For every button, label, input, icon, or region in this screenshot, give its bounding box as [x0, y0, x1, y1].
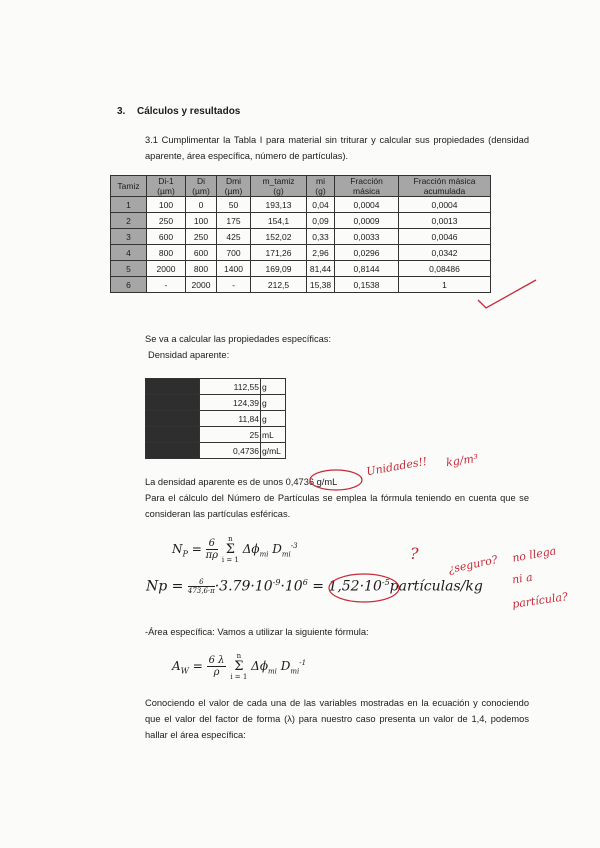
- subsection-number: 3.1: [145, 135, 158, 145]
- aw-formula: $A_W$ = $\frac{6 \lambda}{\rho}$ n Σ i = 1 $\Delta\phi_{mi}$ $D_{mi}^{-1}$: [172, 652, 307, 681]
- checkmark-annotation: [476, 276, 540, 312]
- sieve-cell: 0,09: [307, 213, 335, 229]
- np-result-mid: ·10: [280, 578, 303, 595]
- sieve-col-header: [399, 176, 491, 197]
- density-unit-cell: g/mL: [261, 443, 286, 459]
- properties-intro: Se va a calcular las propiedades específicas:: [145, 334, 332, 344]
- density-row: [146, 395, 286, 411]
- density-row: [146, 443, 286, 459]
- np-result-value: 1,52·10: [328, 578, 382, 595]
- sieve-cell: 2000: [186, 277, 217, 293]
- density-value-cell: 11,84: [200, 411, 261, 427]
- sieve-cell: 800: [147, 245, 186, 261]
- np-result-rest: ·3.79·10: [214, 578, 273, 595]
- aw-d-sup: -1: [299, 659, 307, 667]
- sieve-col-header: [147, 176, 186, 197]
- sieve-col-header: [111, 176, 147, 197]
- density-value-cell: 25: [200, 427, 261, 443]
- density-label-cell: [146, 379, 200, 395]
- sieve-row: [111, 197, 491, 213]
- sieve-cell: 700: [217, 245, 251, 261]
- sieve-cell: 154,1: [251, 213, 307, 229]
- section-title: Cálculos y resultados: [137, 106, 241, 117]
- sieve-cell: 100: [186, 213, 217, 229]
- density-unit-cell: mL: [261, 427, 286, 443]
- sieve-cell: 0,33: [307, 229, 335, 245]
- density-label-cell: [146, 427, 200, 443]
- annotation-particula: partícula?: [511, 590, 569, 611]
- aw-term: Δϕ: [251, 659, 269, 673]
- sieve-row: [111, 245, 491, 261]
- annotation-seguro: ¿seguro?: [447, 552, 499, 577]
- density-row: [146, 411, 286, 427]
- sieve-col-header-line1: mi: [316, 176, 325, 186]
- sieve-col-header-line1: Dmi: [225, 176, 242, 186]
- sieve-cell: 2: [111, 213, 147, 229]
- annotation-kgm3: kg/m³: [445, 451, 480, 470]
- annotation-question: ?: [410, 544, 419, 563]
- sieve-cell: 0,8144: [335, 261, 399, 277]
- aw-sum: [230, 652, 247, 681]
- density-table: [145, 378, 286, 459]
- density-unit-cell: g: [261, 395, 286, 411]
- sieve-cell: 2000: [147, 261, 186, 277]
- sieve-col-header-line2: (µm): [157, 186, 175, 196]
- density-row: [146, 427, 286, 443]
- aw-d: D: [280, 659, 291, 673]
- np-fraction: [206, 538, 218, 561]
- sieve-col-header: [335, 176, 399, 197]
- sieve-cell: 15,38: [307, 277, 335, 293]
- section-heading: [117, 106, 240, 117]
- density-value-cell: 124,39: [200, 395, 261, 411]
- density-unit-cell: g: [261, 379, 286, 395]
- sieve-cell: 425: [217, 229, 251, 245]
- sieve-cell: 212,5: [251, 277, 307, 293]
- sieve-cell: 0,04: [307, 197, 335, 213]
- np-d-sup: -3: [290, 542, 298, 550]
- aw-numerator: 6 λ: [208, 655, 225, 666]
- sieve-cell: 600: [186, 245, 217, 261]
- subsection-paragraph: [145, 132, 529, 164]
- sieve-cell: 0,0004: [399, 197, 491, 213]
- sieve-col-header-line2: (µm): [192, 186, 210, 196]
- np-term: Δϕ: [242, 542, 260, 556]
- np-sum-bottom: i = 1: [221, 556, 239, 564]
- np-result-circle-mark: [326, 570, 406, 606]
- sieve-cell: -: [217, 277, 251, 293]
- aw-sum-bottom: i = 1: [230, 673, 248, 681]
- sieve-cell: 600: [147, 229, 186, 245]
- sieve-cell: 50: [217, 197, 251, 213]
- sieve-cell: 1400: [217, 261, 251, 277]
- aw-denominator: ρ: [213, 667, 220, 678]
- sieve-col-header: [217, 176, 251, 197]
- np-formula: $N_P$ = $\frac{6}{\pi\rho}$ n Σ i = 1 $\Delta\phi_{mi}$ $D_{mi}^{-3}$: [172, 535, 298, 564]
- density-sentence: [145, 474, 405, 490]
- sieve-col-header-line2: másica: [353, 186, 380, 196]
- sieve-cell: 0,0033: [335, 229, 399, 245]
- sieve-cell: 175: [217, 213, 251, 229]
- sieve-cell: 6: [111, 277, 147, 293]
- sieve-cell: 3: [111, 229, 147, 245]
- sieve-cell: 2,96: [307, 245, 335, 261]
- np-result-units: partículas/kg: [389, 578, 483, 595]
- np-result-value-exp: -5: [381, 578, 390, 587]
- sieve-cell: 1: [111, 197, 147, 213]
- sieve-cell: 0,0296: [335, 245, 399, 261]
- sieve-cell: 800: [186, 261, 217, 277]
- np-lhs: N: [172, 542, 183, 556]
- sieve-cell: 250: [186, 229, 217, 245]
- sieve-col-header-line2: (g): [273, 186, 284, 196]
- sieve-cell: 0,0046: [399, 229, 491, 245]
- sieve-cell: 0,08486: [399, 261, 491, 277]
- annotation-ni-a: ni a: [511, 570, 534, 587]
- sieve-col-header-line2: Tamiz: [117, 181, 140, 191]
- sieve-cell: 0,0342: [399, 245, 491, 261]
- sieve-cell: 4: [111, 245, 147, 261]
- np-result-frac-num: 6: [188, 578, 215, 587]
- density-value: 0,4736 g/mL: [285, 477, 338, 487]
- sieve-col-header-line2: (µm): [224, 186, 243, 196]
- particles-paragraph: Para el cálculo del Número de Partículas se emplea la fórmula teniendo en cuenta que se consideran las partículas esféricas.: [145, 493, 529, 519]
- sieve-col-header-line1: Fracción másica: [413, 176, 476, 186]
- aw-fraction: [207, 655, 227, 678]
- sieve-col-header: [251, 176, 307, 197]
- np-sum-sign: Σ: [225, 542, 235, 557]
- sieve-row: [111, 277, 491, 293]
- sieve-cell: 169,09: [251, 261, 307, 277]
- density-circle-mark: [308, 468, 364, 492]
- aw-d-sub: mi: [290, 667, 300, 676]
- density-row: [146, 379, 286, 395]
- sieve-cell: 1: [399, 277, 491, 293]
- sieve-cell: 0,0004: [335, 197, 399, 213]
- section-number: 3.: [117, 106, 126, 117]
- area-intro: -Área específica: Vamos a utilizar la siguiente fórmula:: [145, 627, 369, 637]
- np-result-lhs: Np: [146, 578, 168, 595]
- density-value-cell: 0,4736: [200, 443, 261, 459]
- sieve-col-header-line1: m_tamiz: [262, 176, 295, 186]
- density-label-cell: [146, 395, 200, 411]
- aw-lhs: A: [172, 659, 181, 673]
- sieve-cell: 193,13: [251, 197, 307, 213]
- sieve-cell: -: [147, 277, 186, 293]
- sieve-row: [111, 261, 491, 277]
- sieve-cell: 152,02: [251, 229, 307, 245]
- aw-term-sub: mi: [268, 667, 277, 676]
- subsection-text: Cumplimentar la Tabla I para material sin triturar y calcular sus propiedades (densidad aparente, área específica, número de partículas).: [145, 135, 530, 161]
- np-result-exp1: -9: [272, 578, 281, 587]
- np-result: Np = $\frac{6}{473,6\cdot\pi}$ $\cdot 3.79\cdot 10^{-9}\cdot 10^6$ = $1,52\cdot 10^{-5}partículas/kg$: [146, 578, 483, 596]
- sieve-table-header: [111, 176, 491, 197]
- aw-lhs-sub: W: [180, 666, 189, 676]
- sieve-col-header-line2: (g): [315, 186, 326, 196]
- np-numerator: 6: [206, 538, 218, 550]
- sieve-cell: 0: [186, 197, 217, 213]
- sieve-cell: 0,0009: [335, 213, 399, 229]
- np-result-exp2: 6: [302, 578, 308, 587]
- aw-sum-top: n: [236, 652, 242, 660]
- np-sum-top: n: [228, 535, 233, 543]
- density-sentence-text: La densidad aparente es de unos: [145, 477, 286, 487]
- sieve-col-header: [307, 176, 335, 197]
- density-unit-cell: g: [261, 411, 286, 427]
- np-lhs-sub: P: [182, 549, 188, 559]
- density-label-cell: [146, 443, 200, 459]
- np-result-frac-den: 473,6·π: [187, 587, 215, 596]
- sieve-table: [110, 175, 491, 293]
- sieve-col-header: [186, 176, 217, 197]
- np-d: D: [272, 542, 282, 556]
- sieve-cell: 171,26: [251, 245, 307, 261]
- annotation-unidades: Unidades!!: [365, 454, 429, 479]
- density-label: Densidad aparente:: [148, 350, 230, 360]
- sieve-col-header-line1: Fracción: [350, 176, 383, 186]
- sieve-cell: 100: [147, 197, 186, 213]
- sieve-cell: 0,1538: [335, 277, 399, 293]
- np-term-sub: mi: [259, 550, 269, 559]
- annotation-no-llega: no llega: [511, 544, 558, 565]
- sieve-cell: 5: [111, 261, 147, 277]
- sieve-cell: 81,44: [307, 261, 335, 277]
- sieve-row: [111, 229, 491, 245]
- density-label-cell: [146, 411, 200, 427]
- np-d-sub: mi: [281, 550, 291, 559]
- aw-sum-sign: Σ: [234, 659, 244, 674]
- sieve-col-header-line1: Di: [196, 176, 206, 186]
- sieve-col-header-line1: Di-1: [158, 176, 174, 186]
- density-value-cell: 112,55: [200, 379, 261, 395]
- sieve-row: [111, 213, 491, 229]
- np-denominator: πρ: [205, 550, 219, 561]
- final-paragraph: Conociendo el valor de cada una de las variables mostradas en la ecuación y conociendo que el valor del factor de forma (λ) para nuestro caso presenta un valor de 1,4, podemos hallar el área específica:: [145, 698, 529, 740]
- sieve-cell: 0,0013: [399, 213, 491, 229]
- sieve-cell: 250: [147, 213, 186, 229]
- sieve-col-header-line2: acumulada: [423, 186, 466, 196]
- np-result-fraction: [188, 578, 215, 595]
- np-sum: [222, 535, 239, 564]
